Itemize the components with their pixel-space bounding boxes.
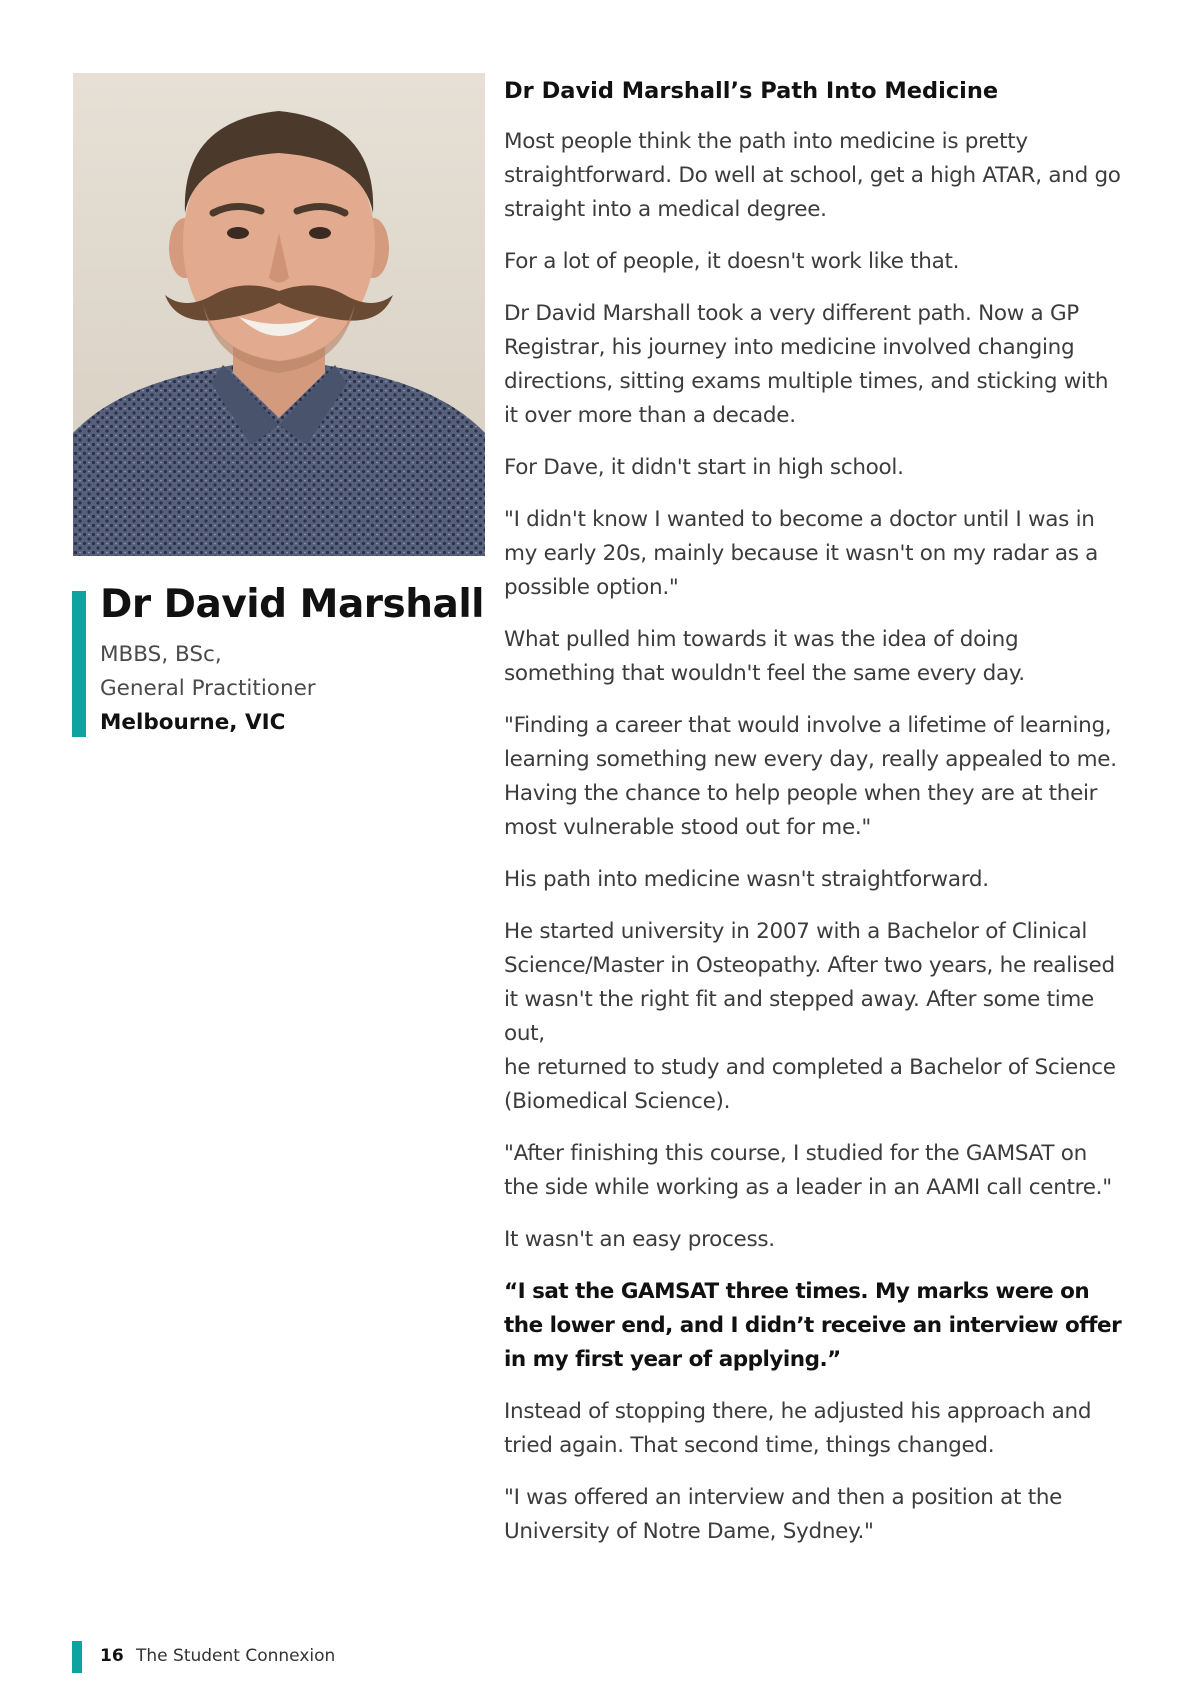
article-quote: "I was offered an interview and then a position at the University of Notre Dame, Sydney." (504, 1485, 1063, 1544)
article-paragraph: What pulled him towards it was the idea of doing something that wouldn't feel the same every day. (504, 627, 1025, 686)
article-paragraph: For Dave, it didn't start in high school. (504, 455, 904, 480)
name-accent-bar (72, 591, 86, 737)
publication-name: The Student Connexion (136, 1646, 336, 1666)
article-quote: "Finding a career that would involve a lifetime of learning, learning something new every day, really appealed to me. Having the chance to help people when they are at their most vulnerable stood out for me." (504, 713, 1117, 840)
article-paragraph: For a lot of people, it doesn't work like that. (504, 249, 960, 274)
article-body (504, 76, 1124, 1567)
profile-role: General Practitioner (100, 676, 316, 701)
footer-accent-bar (72, 1641, 82, 1673)
article-paragraph: It wasn't an easy process. (504, 1227, 775, 1252)
article-paragraph (504, 915, 1124, 1119)
profile-photo (73, 73, 485, 556)
article-paragraph: His path into medicine wasn't straightforward. (504, 867, 989, 892)
profile-credentials: MBBS, BSc, (100, 642, 222, 667)
profile-location: Melbourne, VIC (100, 710, 286, 735)
article-paragraph-part: he returned to study and completed a Bachelor of Science (Biomedical Science). (504, 1055, 1116, 1114)
page-number: 16 (100, 1646, 124, 1666)
profile-name: Dr David Marshall (100, 582, 485, 627)
article-paragraph: Dr David Marshall took a very different path. Now a GP Registrar, his journey into medicine involved changing directions, sitting exams multiple times, and sticking with it over more than a decade. (504, 301, 1109, 428)
article-pull-quote: “I sat the GAMSAT three times. My marks were on the lower end, and I didn’t receive an interview offer in my first year of applying.” (504, 1279, 1122, 1372)
article-paragraph-part: He started university in 2007 with a Bachelor of Clinical Science/Master in Osteopathy. After two years, he realised it wasn't the right fit and stepped away. After some time out, (504, 919, 1115, 1046)
article-paragraph: Most people think the path into medicine is pretty straightforward. Do well at school, get a high ATAR, and go straight into a medical degree. (504, 129, 1121, 222)
article-quote: "I didn't know I wanted to become a doctor until I was in my early 20s, mainly because it wasn't on my radar as a possible option." (504, 507, 1099, 600)
article-paragraph: Instead of stopping there, he adjusted his approach and tried again. That second time, things changed. (504, 1399, 1092, 1458)
article-heading: Dr David Marshall’s Path Into Medicine (504, 78, 999, 104)
article-quote: "After finishing this course, I studied for the GAMSAT on the side while working as a leader in an AAMI call centre." (504, 1141, 1112, 1200)
